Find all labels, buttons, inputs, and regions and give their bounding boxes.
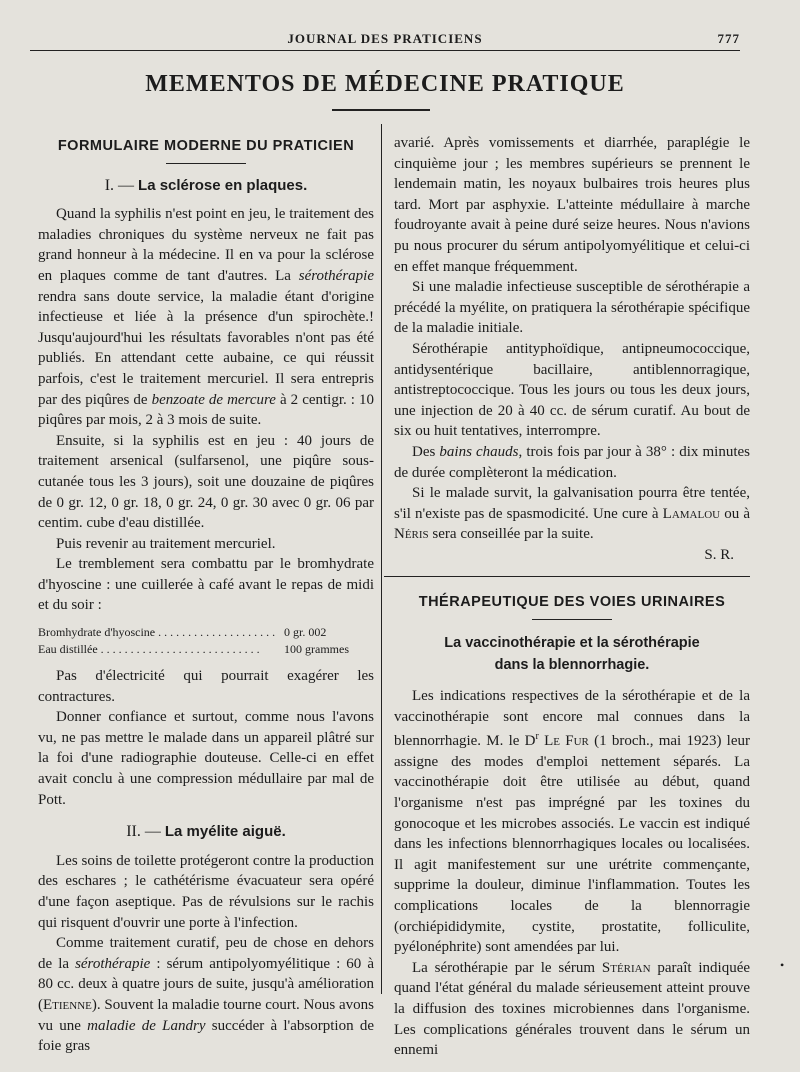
text: à 2 centigr. : 10 piqûres par mois, 2 à 3 mois de suite.	[38, 391, 374, 429]
text: , trois fois par jour à 38° : dix minutes de durée complèteront la médication.	[394, 443, 751, 481]
text: Si le malade survit, la galvanisation pourra être tentée, s'il n'existe pas de spasmodicité. Une cure à	[394, 485, 750, 522]
paragraph: Donner confiance et surtout, comme nous l'avons vu, ne pas mettre le malade dans un appareil plâtré sur la foi d'une radiographie douteuse. Celle-ci en effet avait conclu à une compression médullaire par mal de Pott.	[38, 709, 374, 808]
subheading-title: La sclérose en plaques.	[138, 176, 308, 194]
paragraph: Sérothérapie antityphoïdique, antipneumococcique, antidysentérique bacillaire, antiblennorragique, antistreptococcique. Tous les jours ou tous les deux jours, une injection de 20 à 40 cc. de sérum curatif. Au bout de six ou huit tentatives, interrompre.	[394, 340, 750, 440]
text: ou à	[720, 505, 750, 522]
subheading-title: La myélite aiguë.	[164, 823, 286, 841]
italic-text: sérothérapie	[75, 955, 151, 972]
paragraph	[394, 686, 750, 958]
title-rule	[332, 109, 430, 111]
section-separator	[384, 576, 750, 577]
section-rule	[166, 163, 246, 164]
subheading-sclerose	[38, 176, 374, 197]
ingredient-quantity: 100 grammes	[284, 642, 349, 657]
spacer	[394, 620, 750, 632]
ingredient-quantity: 0 gr. 002	[284, 625, 327, 640]
subheading-myelite	[38, 822, 374, 843]
place-name: Lamalou	[662, 505, 721, 522]
italic-text: bains chauds	[439, 443, 519, 460]
prescription-row	[38, 624, 374, 641]
serum-name: Stérian	[601, 959, 651, 976]
text: Des	[412, 443, 440, 460]
subheading-number: II. —	[126, 823, 161, 841]
italic-text: sérothérapie	[298, 267, 374, 284]
column-divider	[381, 124, 382, 994]
ingredient-name: Bromhydrate d'hyoscine . . .	[38, 624, 278, 641]
header-rule	[30, 50, 740, 51]
paragraph: Le tremblement sera combattu par le bromhydrate d'hyoscine : une cuillerée à café avant le repas de midi et du soir :	[38, 556, 374, 614]
text: paraît indiquée quand l'état général du malade sérieusement atteint prouve la diffusion des toxines microbiennes dans l'organisme. Les complications générales trouvent dans le sérum un ennemi	[394, 959, 751, 1059]
paragraph	[394, 442, 750, 483]
paragraph	[38, 933, 374, 1057]
signature-line	[394, 545, 750, 566]
author-name: Le Fur	[544, 733, 589, 750]
paragraph: Si une maladie infectieuse susceptible de sérothérapie a précédé la myélite, on pratiquera la sérothérapie spécifique de la maladie initiale.	[394, 279, 750, 337]
running-head	[30, 31, 740, 49]
page-number: 777	[717, 31, 740, 46]
paragraph	[38, 204, 374, 431]
text: ). Souvent la maladie tourne court. Nous avons vu une	[38, 996, 374, 1034]
page-title: MEMENTOS DE MÉDECINE PRATIQUE	[145, 71, 625, 97]
margin-mark: •	[780, 958, 785, 972]
text: Comme traitement curatif, peu de chose en dehors de la	[38, 935, 374, 972]
text: Quand la syphilis n'est point en jeu, le traitement des maladies chroniques du système nerveux ne fait pas grand honneur à la médecine. Il en va pour la sclérose en plaques comme de tant d'autres. La	[38, 206, 374, 284]
ingredient-name: Eau distillée . . .	[38, 641, 278, 658]
italic-text: benzoate de mercure	[151, 391, 276, 408]
right-column	[394, 133, 750, 1061]
place-name: Néris	[394, 526, 429, 543]
text: succéder à l'absorption de foie gras	[38, 1017, 374, 1055]
prescription-row	[38, 641, 374, 658]
article-title-line-2: dans la blennorrhagie.	[494, 657, 650, 674]
paragraph	[394, 483, 750, 545]
paragraph	[394, 958, 750, 1061]
text: (1 broch., mai 1923) leur assigne des modes d'emploi nettement séparés. La vaccinothérapie doit être utilisée au début, quand l'organisme n'est pas imprégné par les toxines du gonocoque et les microbes associés. Le vaccin est indiqué dans les infections blennorrhagiques locales ou localisées. Il agit manifestement sur une urétrite commençante, supprime la douleur, diminue l'inflammation. Toutes les complications locales de la blennorragie (orchiépididymite, cystite, prostatite, folliculite, pyélonéphrite) sont amendées par lui.	[394, 733, 751, 956]
author-signature: S. R.	[704, 546, 734, 563]
paragraph: Ensuite, si la syphilis est en jeu : 40 jours de traitement arsenical (sulfarsenol, une piqûre sous-cutanée tous les 3 jours), soit une douzaine de piqûres de 0 gr. 12, 0 gr. 18, 0 gr. 24, 0 gr. 30 avec 0 gr. 06 par centim. cube d'eau distillée.	[38, 432, 374, 532]
superscript: r	[535, 731, 539, 743]
journal-title: JOURNAL DES PRATICIENS	[287, 31, 483, 46]
text: sera conseillée par la suite.	[428, 526, 594, 543]
text: : sérum antipolyomyélitique : 60 à 80 cc. deux à quatre jours de suite, jusqu'à amélioration (	[38, 955, 375, 1013]
subheading-number: I. —	[104, 176, 135, 194]
prescription	[38, 624, 374, 658]
section-heading-voies-urinaires: THÉRAPEUTIQUE DES VOIES URINAIRES	[418, 594, 726, 611]
article-title-line-1: La vaccinothérapie et la sérothérapie	[444, 635, 700, 652]
italic-text: maladie de Landry	[87, 1017, 206, 1034]
text: Les indications respectives de la sérothérapie et de la vaccinothérapie sont encore mal connues dans la blennorrhagie. M. le D	[394, 688, 750, 750]
author-name: Etienne	[43, 996, 92, 1013]
paragraph: Puis revenir au traitement mercuriel.	[56, 535, 276, 552]
paragraph: Les soins de toilette protégeront contre la production des eschares ; le cathétérisme évacuateur sera opéré d'une façon aseptique. Pas de révulsions sur le rachis qui risquent d'ouvrir une porte à l'infection.	[38, 852, 374, 931]
spacer	[394, 676, 750, 686]
left-column	[38, 136, 374, 1057]
text: La sérothérapie par le sérum	[412, 959, 602, 976]
section-heading-formulaire: FORMULAIRE MODERNE DU PRATICIEN	[57, 138, 355, 154]
paragraph: avarié. Après vomissements et diarrhée, paraplégie le cinquième jour ; les membres supérieurs se prennent le lendemain matin, les noyaux bulbaires trois heures plus tard. Mort par asphyxie. L'atteinte médullaire à marche foudroyante avait à peine duré seize heures. Nous n'avions pu nous procurer du sérum antipolyomyélitique et celui-ci en effet manque fréquemment.	[394, 135, 750, 275]
paragraph: Pas d'électricité qui pourrait exagérer les contractures.	[38, 668, 374, 705]
text: rendra sans doute service, la maladie étant d'origine infectieuse et liée à la présence d'un spirochète.! Jusqu'aujourd'hui les résultats favorables n'ont pas été publiés. En attendant cette aubaine, ce qui réussit parfois, c'est le traitement mercuriel. Il sera entrepris par des piqûres de	[38, 288, 374, 408]
